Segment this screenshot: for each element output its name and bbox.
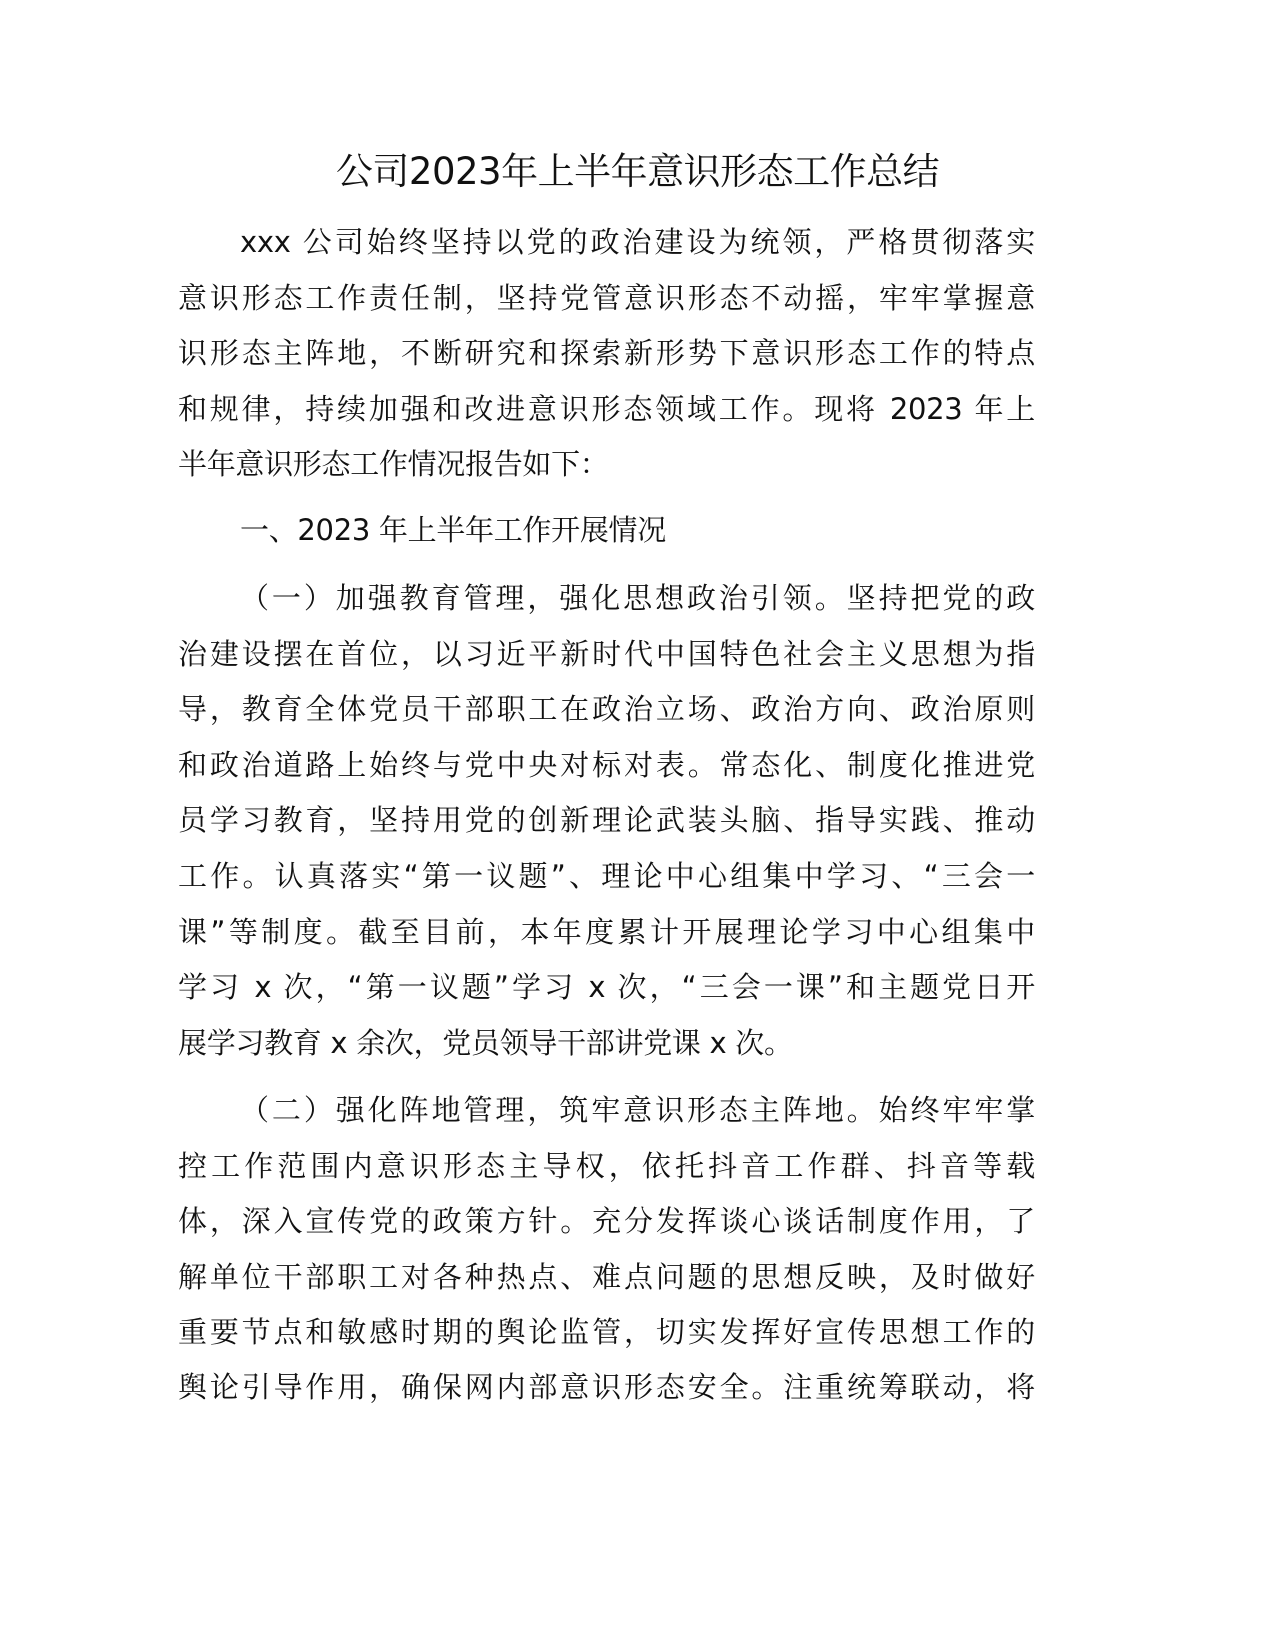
text-line: 工作。认真落实“第一议题”、理论中心组集中学习、“三会一	[178, 859, 1035, 893]
text-line: 和规律，持续加强和改进意识形态领域工作。现将 2023 年上	[178, 392, 1035, 426]
text-line: 导，教育全体党员干部职工在政治立场、政治方向、政治原则	[178, 692, 1035, 726]
text-line: （一）加强教育管理，强化思想政治引领。坚持把党的政	[240, 581, 1035, 615]
text-line: 学习 x 次，“第一议题”学习 x 次，“三会一课”和主题党日开	[178, 970, 1035, 1004]
text-line: 半年意识形态工作情况报告如下：	[178, 447, 609, 481]
text-line: 解单位干部职工对各种热点、难点问题的思想反映，及时做好	[178, 1260, 1035, 1294]
heading-line: 一、2023 年上半年工作开展情况	[240, 513, 666, 547]
document-title: 公司2023年上半年意识形态工作总结	[335, 150, 940, 193]
text-line: 重要节点和敏感时期的舆论监管，切实发挥好宣传思想工作的	[178, 1315, 1035, 1349]
text-line: 课”等制度。截至目前，本年度累计开展理论学习中心组集中	[178, 915, 1035, 949]
text-line: 员学习教育，坚持用党的创新理论武装头脑、指导实践、推动	[178, 803, 1035, 837]
text-line: 识形态主阵地，不断研究和探索新形势下意识形态工作的特点	[178, 336, 1035, 370]
text-line: 体，深入宣传党的政策方针。充分发挥谈心谈话制度作用，了	[178, 1204, 1035, 1238]
text-line: 控工作范围内意识形态主导权，依托抖音工作群、抖音等载	[178, 1149, 1035, 1183]
text-line: 舆论引导作用，确保网内部意识形态安全。注重统筹联动，将	[178, 1370, 1035, 1404]
text-line: （二）强化阵地管理，筑牢意识形态主阵地。始终牢牢掌	[240, 1093, 1035, 1127]
text-line: 意识形态工作责任制，坚持党管意识形态不动摇，牢牢掌握意	[178, 281, 1035, 315]
text-line: xxx 公司始终坚持以党的政治建设为统领，严格贯彻落实	[240, 225, 1035, 259]
text-line: 和政治道路上始终与党中央对标对表。常态化、制度化推进党	[178, 748, 1035, 782]
text-line: 展学习教育 x 余次，党员领导干部讲党课 x 次。	[178, 1026, 793, 1060]
text-line: 治建设摆在首位，以习近平新时代中国特色社会主义思想为指	[178, 637, 1035, 671]
